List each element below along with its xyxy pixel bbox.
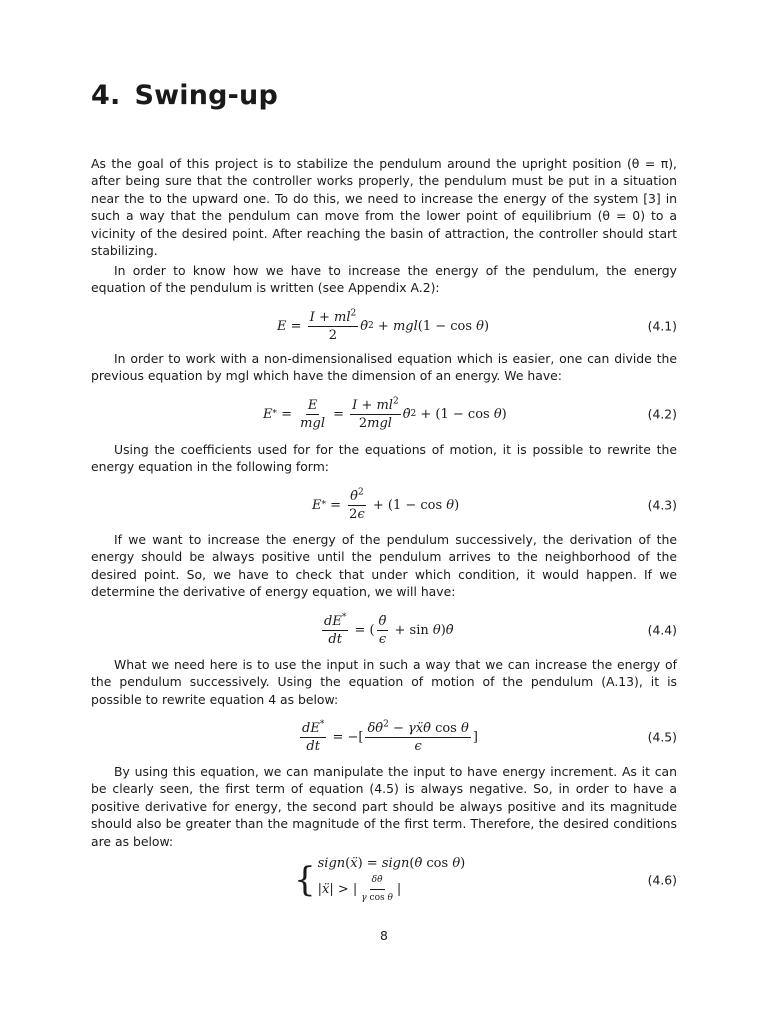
equation-4-6 xyxy=(91,855,677,903)
section-heading xyxy=(91,80,278,111)
equation-number: (4.6) xyxy=(647,872,677,888)
paragraph-intro: As the goal of this project is to stabilize the pendulum around the upright position (θ = π), after being sure that the controller works properly, the pendulum must be put in a situation near the to the upward one. To do this, we need to increase the energy of the system [3] in such a way that the pendulum can move from the lower point of equilibrium (θ = 0) to a vicinity of the desired point. After reaching the basin of attraction, the controller should start stabilizing. xyxy=(91,156,677,259)
equation-4-5 xyxy=(91,717,677,757)
equation-4-3-math: E * = $\frac{\thetȧ^2}{2\epsilon}$ + (1 − cos θ ) xyxy=(312,487,460,522)
equation-4-2-math: E * = $\frac{E}{\text{mgl}}$ = $\frac{I + ml^2}{\text{2mgl}}$ θ̇ 2 + (1 − cos θ ) xyxy=(263,396,507,431)
equation-4-1-math: E = $\frac{I + ml^2}{2}$ θ̇ 2 + mgl (1 − cos θ ) xyxy=(277,308,490,343)
equation-4-2 xyxy=(91,394,677,434)
paragraph-input: What we need here is to use the input in such a way that we can increase the energy of the pendulum successively. Using the equation of motion of the pendulum (A.13), it is possible to rewrite equation 4 as below: xyxy=(91,657,677,707)
equation-number: (4.2) xyxy=(647,406,677,422)
equation-4-3 xyxy=(91,485,677,525)
section-title: Swing-up xyxy=(134,80,279,111)
equation-number: (4.3) xyxy=(647,497,677,513)
document-page xyxy=(91,0,677,1024)
equation-4-1 xyxy=(91,306,677,346)
paragraph-conditions: By using this equation, we can manipulate the input to have energy increment. As it can be clearly seen, the first term of equation (4.5) is always negative. So, in order to have a positive derivative for energy, the second part should be always positive and its magnitude should also be greater than the magnitude of the first term. Therefore, the desired conditions are as below: xyxy=(91,764,677,849)
equation-number: (4.1) xyxy=(647,318,677,334)
paragraph-coefficients: Using the coefficients used for for the equations of motion, it is possible to rewrite the energy equation in the following form: xyxy=(91,442,677,475)
equation-4-4-math: $\frac{dE^*}{dt}$ = ( $\frac{\thetä}{\epsilon}$ + sin θ ) θ̇ xyxy=(324,612,454,647)
paragraph-energy-intro: In order to know how we have to increase the energy of the pendulum, the energy equation of the pendulum is written (see Appendix A.2): xyxy=(91,263,677,296)
section-number: 4. xyxy=(91,80,121,111)
equation-number: (4.5) xyxy=(647,729,677,745)
equation-4-4 xyxy=(91,610,677,650)
paragraph-derivative: If we want to increase the energy of the pendulum successively, the derivation of the energy should be always positive until the pendulum arrives to the neighborhood of the desired point. So, we have to check that under which condition, it would happen. If we determine the derivative of energy equation, we will have: xyxy=(91,532,677,600)
page-number: 8 xyxy=(380,928,388,943)
equation-4-5-math: $\frac{dE^*}{dt}$ = −[ $\frac{\delta\thetȧ^2 - \gamma ẍ\thetȧ \cos \theta}{\epsilon}$ ] xyxy=(302,719,478,754)
equation-4-6-math: { sign(ẍ) = sign(θ̇ cos θ) |ẍ| > | $\frac{\delta\thetȧ}{\text{γ cos θ}}$ | xyxy=(294,855,466,903)
equation-number: (4.4) xyxy=(647,622,677,638)
paragraph-non-dimensional: In order to work with a non-dimensionalised equation which is easier, one can divide the previous equation by mgl which have the dimension of an energy. We have: xyxy=(91,351,677,384)
